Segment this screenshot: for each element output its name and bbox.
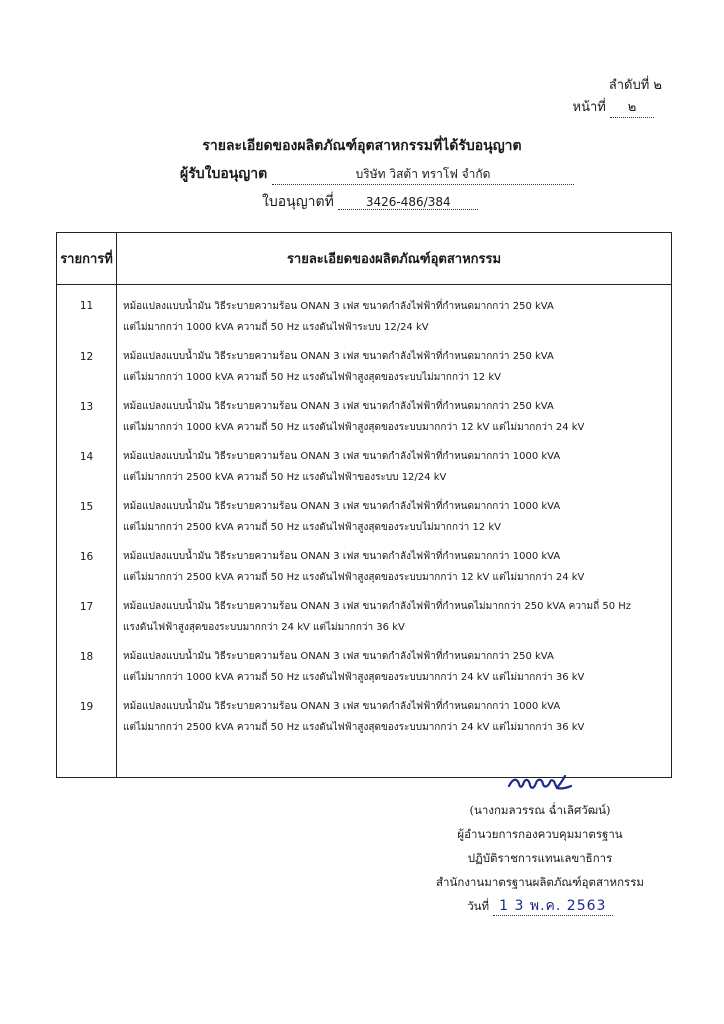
item-number: 15 [57,496,117,546]
table-row [57,596,672,646]
item-number: 16 [57,546,117,596]
table-row [57,696,672,746]
signer-position: ผู้อำนวยการกองควบคุมมาตรฐาน [457,827,623,841]
table-row [57,646,672,696]
table-row [57,446,672,496]
item-number: 13 [57,396,117,446]
table-row [57,396,672,446]
signer-acting-for: ปฏิบัติราชการแทนเลขาธิการ [467,851,613,865]
page-number [573,96,654,118]
column-header-detail: รายละเอียดของผลิตภัณฑ์อุตสาหกรรม [117,233,672,285]
page-label: หน้าที่ [572,100,606,115]
table-row [57,496,672,546]
item-number: 14 [57,446,117,496]
item-detail [117,696,672,746]
handwritten-signature [505,772,575,798]
item-number: 19 [57,696,117,746]
item-detail [117,496,672,546]
detail-line-1: หม้อแปลงแบบน้ำมัน วิธีระบายความร้อน ONAN 3 เฟส ขนาดกำลังไฟฟ้าที่กำหนดมากกว่า 1000 kVA [123,451,561,462]
license-holder-row [180,163,574,185]
page-value: ๒ [610,96,654,118]
signature-block [420,772,660,918]
item-detail [117,546,672,596]
date-label: วันที่ [467,899,490,913]
detail-line-2: แต่ไม่มากกว่า 2500 kVA ความถี่ 50 Hz แรงดันไฟฟ้าของระบบ 12/24 kV [123,472,447,483]
detail-line-1: หม้อแปลงแบบน้ำมัน วิธีระบายความร้อน ONAN 3 เฟส ขนาดกำลังไฟฟ้าที่กำหนดมากกว่า 1000 kVA [123,501,561,512]
detail-line-1: หม้อแปลงแบบน้ำมัน วิธีระบายความร้อน ONAN 3 เฟส ขนาดกำลังไฟฟ้าที่กำหนดไม่มากกว่า 250 kVA ความถี่ 50 Hz [123,601,632,612]
item-number: 18 [57,646,117,696]
document-title: รายละเอียดของผลิตภัณฑ์อุตสาหกรรมที่ได้รับอนุญาต [202,138,522,154]
detail-line-2: แต่ไม่มากกว่า 2500 kVA ความถี่ 50 Hz แรงดันไฟฟ้าสูงสุดของระบบมากกว่า 12 kV แต่ไม่มากกว่า 24 kV [123,572,585,583]
item-detail [117,396,672,446]
empty-cell [57,746,117,777]
item-number: 12 [57,346,117,396]
detail-line-2: แต่ไม่มากกว่า 1000 kVA ความถี่ 50 Hz แรงดันไฟฟ้าสูงสุดของระบบมากกว่า 12 kV แต่ไม่มากกว่า 24 kV [123,422,585,433]
detail-line-2: แต่ไม่มากกว่า 2500 kVA ความถี่ 50 Hz แรงดันไฟฟ้าสูงสุดของระบบไม่มากกว่า 12 kV [123,522,501,533]
item-detail [117,646,672,696]
detail-line-2: แต่ไม่มากกว่า 1000 kVA ความถี่ 50 Hz แรงดันไฟฟ้าสูงสุดของระบบมากกว่า 24 kV แต่ไม่มากกว่า 36 kV [123,672,585,683]
license-label: ใบอนุญาตที่ [262,194,334,210]
table-header-row [57,233,672,285]
detail-line-1: หม้อแปลงแบบน้ำมัน วิธีระบายความร้อน ONAN 3 เฟส ขนาดกำลังไฟฟ้าที่กำหนดมากกว่า 250 kVA [123,351,554,362]
item-number: 11 [57,285,117,347]
detail-line-1: หม้อแปลงแบบน้ำมัน วิธีระบายความร้อน ONAN 3 เฟส ขนาดกำลังไฟฟ้าที่กำหนดมากกว่า 250 kVA [123,651,554,662]
license-number-row [262,191,478,213]
holder-value: บริษัท วิสต้า ทราโฟ จำกัด [272,165,574,185]
detail-line-1: หม้อแปลงแบบน้ำมัน วิธีระบายความร้อน ONAN 3 เฟส ขนาดกำลังไฟฟ้าที่กำหนดมากกว่า 250 kVA [123,301,554,312]
item-detail [117,596,672,646]
detail-line-2: แต่ไม่มากกว่า 1000 kVA ความถี่ 50 Hz แรงดันไฟฟ้าสูงสุดของระบบไม่มากกว่า 12 kV [123,372,501,383]
item-detail [117,346,672,396]
license-value: 3426-486/384 [338,195,478,210]
table-row [57,346,672,396]
detail-line-2: แรงดันไฟฟ้าสูงสุดของระบบมากกว่า 24 kV แต่ไม่มากกว่า 36 kV [123,622,405,633]
detail-line-1: หม้อแปลงแบบน้ำมัน วิธีระบายความร้อน ONAN 3 เฟส ขนาดกำลังไฟฟ้าที่กำหนดมากกว่า 250 kVA [123,401,554,412]
item-detail [117,446,672,496]
sequence-number: ลำดับที่ ๒ [608,78,662,93]
product-detail-table [56,232,672,778]
signer-name: (นางกมลวรรณ ฉ่ำเลิศวัฒน์) [469,803,611,817]
detail-line-1: หม้อแปลงแบบน้ำมัน วิธีระบายความร้อน ONAN 3 เฟส ขนาดกำลังไฟฟ้าที่กำหนดมากกว่า 1000 kVA [123,551,561,562]
signer-office: สำนักงานมาตรฐานผลิตภัณฑ์อุตสาหกรรม [436,875,644,889]
detail-line-2: แต่ไม่มากกว่า 2500 kVA ความถี่ 50 Hz แรงดันไฟฟ้าสูงสุดของระบบมากกว่า 24 kV แต่ไม่มากกว่า 36 kV [123,722,585,733]
item-number: 17 [57,596,117,646]
detail-line-2: แต่ไม่มากกว่า 1000 kVA ความถี่ 50 Hz แรงดันไฟฟ้าระบบ 12/24 kV [123,322,429,333]
signature-date-row [420,894,660,918]
holder-label: ผู้รับใบอนุญาต [180,166,268,182]
detail-line-1: หม้อแปลงแบบน้ำมัน วิธีระบายความร้อน ONAN 3 เฟส ขนาดกำลังไฟฟ้าที่กำหนดมากกว่า 1000 kVA [123,701,561,712]
column-header-item: รายการที่ [57,233,117,285]
date-value: 1 3 พ.ค. 2563 [493,897,613,916]
item-detail [117,285,672,347]
table-row [57,285,672,347]
table-row [57,546,672,596]
